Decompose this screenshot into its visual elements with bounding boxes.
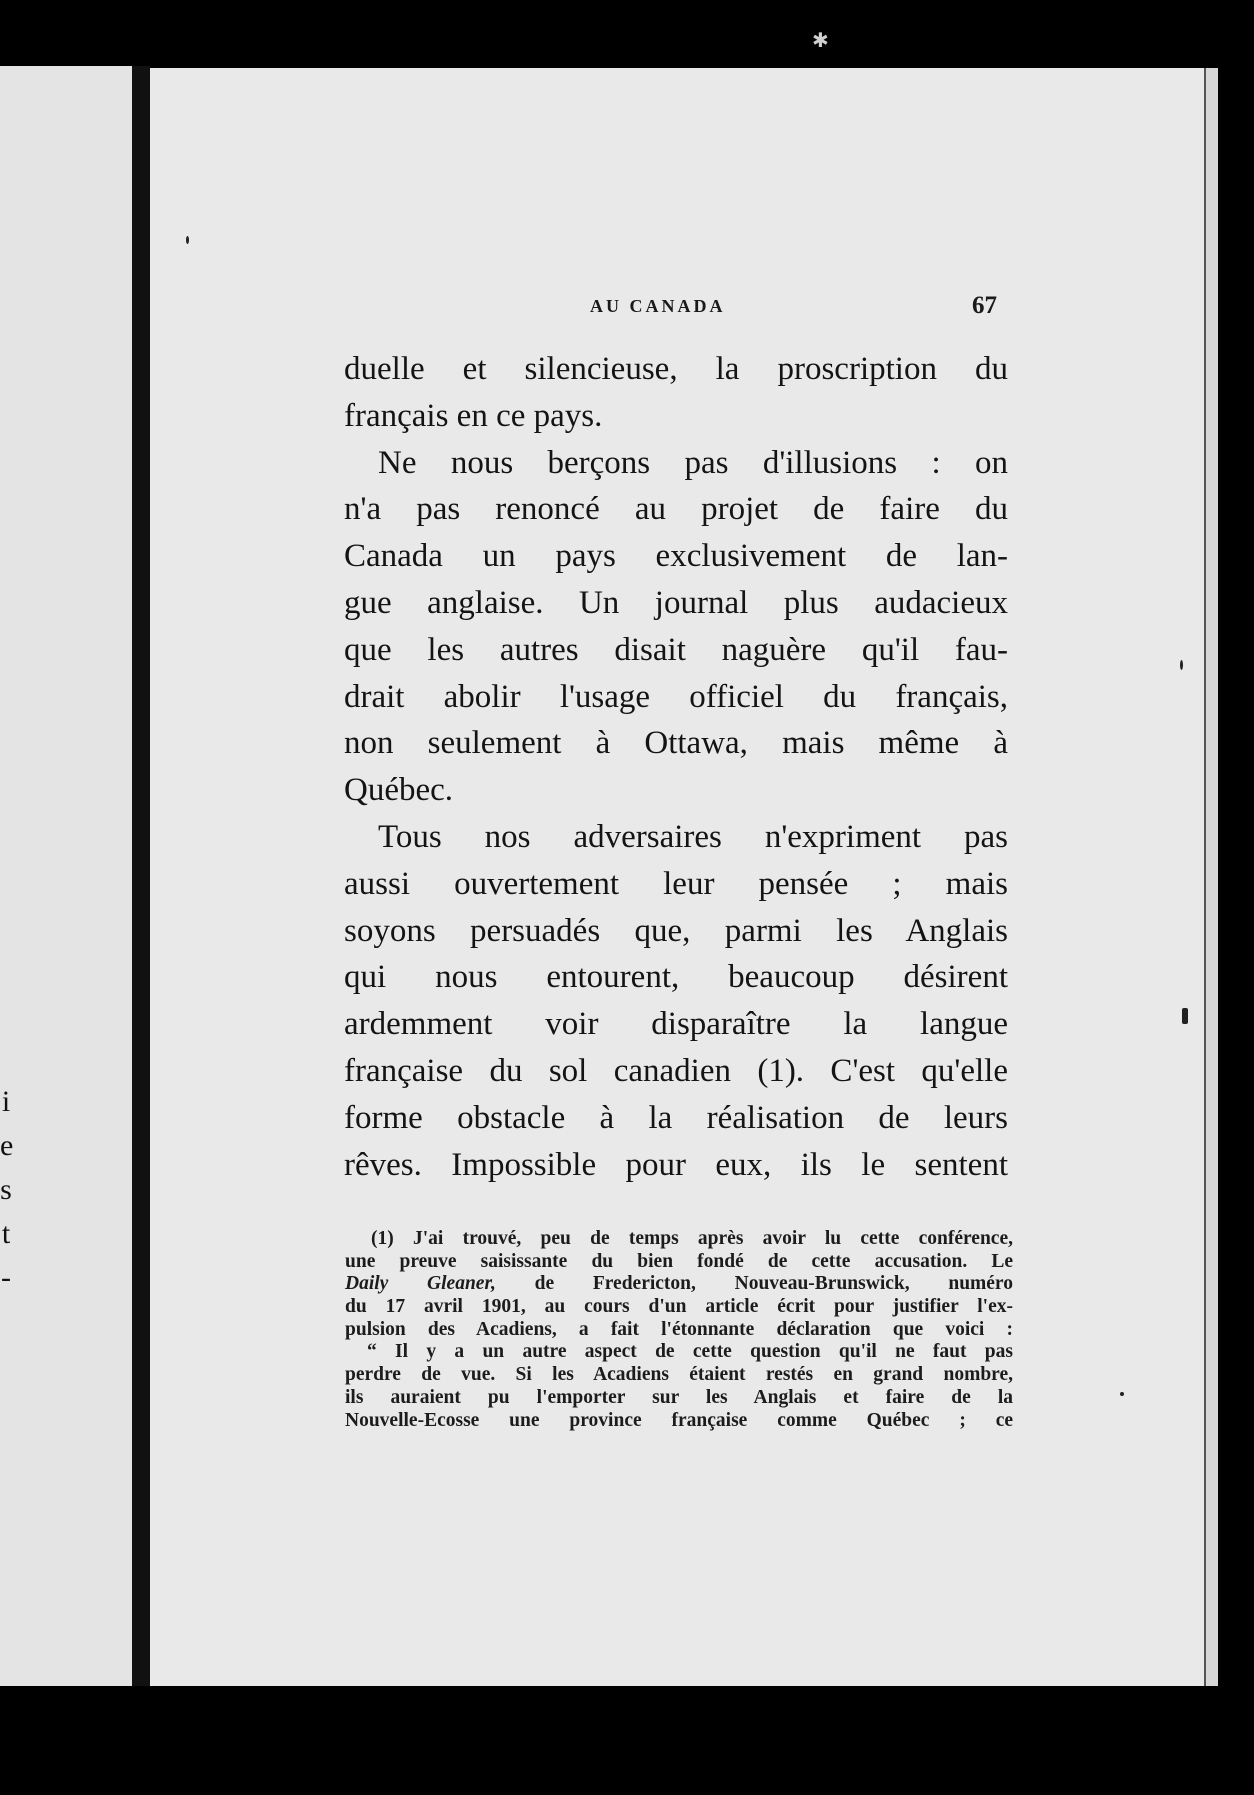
footnote-line: ils auraient pu l'emporter sur les Anglais et faire de la xyxy=(345,1386,1013,1408)
edge-letter: t xyxy=(1,1217,11,1250)
edge-letter: - xyxy=(1,1261,11,1294)
edge-letter: e xyxy=(0,1129,14,1162)
body-text xyxy=(344,346,1008,1188)
text-line: Tous nos adversaires n'expriment pas xyxy=(378,818,1008,855)
scan-speck xyxy=(1182,1008,1188,1024)
footnote-line: perdre de vue. Si les Acadiens étaient restés en grand nombre, xyxy=(345,1364,1013,1386)
page-number: 67 xyxy=(972,292,997,319)
running-title: AU CANADA xyxy=(590,296,726,316)
text-line: gue anglaise. Un journal plus audacieux xyxy=(344,584,1008,621)
adjacent-page-letters xyxy=(0,1080,12,1300)
footnote-line: une preuve saisissante du bien fondé de cette accusation. Le xyxy=(345,1250,1013,1272)
text-line: Canada un pays exclusivement de lan- xyxy=(344,538,1008,575)
scan-artifact-mark: ✱ xyxy=(812,28,829,52)
text-line: duelle et silencieuse, la proscription du xyxy=(344,351,1008,387)
text-line: n'a pas renoncé au projet de faire du xyxy=(344,491,1008,528)
text-line: rêves. Impossible pour eux, ils le sentent xyxy=(344,1146,1008,1183)
page-right-edge xyxy=(1204,68,1218,1686)
edge-letter: s xyxy=(0,1173,12,1206)
footnote-line: pulsion des Acadiens, a fait l'étonnante déclaration que voici : xyxy=(345,1318,1013,1340)
adjacent-page-edge xyxy=(0,66,132,1686)
text-line: que les autres disait naguère qu'il fau- xyxy=(344,631,1008,668)
text-line: française du sol canadien (1). C'est qu'elle xyxy=(344,1052,1008,1089)
scan-speck xyxy=(1180,660,1183,670)
book-gutter xyxy=(132,66,150,1686)
footnote-line xyxy=(345,1273,1013,1296)
newspaper-title: Daily Gleaner, xyxy=(345,1273,496,1295)
text-line: forme obstacle à la réalisation de leurs xyxy=(344,1099,1008,1136)
edge-letter: i xyxy=(1,1085,11,1118)
footnote-line: “ Il y a un autre aspect de cette question qu'il ne faut pas xyxy=(367,1341,1013,1363)
footnote-line: (1) J'ai trouvé, peu de temps après avoir lu cette conférence, xyxy=(371,1228,1013,1249)
scan-speck xyxy=(186,236,189,244)
footnote xyxy=(345,1228,1013,1432)
text-line: soyons persuadés que, parmi les Anglais xyxy=(344,912,1008,949)
text-line: Ne nous berçons pas d'illusions : on xyxy=(378,444,1008,481)
scan-speck xyxy=(1120,1392,1124,1396)
footnote-text: de Fredericton, Nouveau-Brunswick, numéro xyxy=(534,1273,1013,1295)
text-line: ardemment voir disparaître la langue xyxy=(344,1006,1008,1043)
text-line: Québec. xyxy=(344,772,454,809)
text-line: non seulement à Ottawa, mais même à xyxy=(344,725,1008,762)
text-line: français en ce pays. xyxy=(344,397,603,434)
footnote-line: du 17 avril 1901, au cours d'un article écrit pour justifier l'ex- xyxy=(345,1296,1013,1318)
text-line: drait abolir l'usage officiel du français, xyxy=(344,678,1008,715)
text-line: qui nous entourent, beaucoup désirent xyxy=(344,959,1008,996)
footnote-line: Nouvelle-Ecosse une province française comme Québec ; ce xyxy=(345,1409,1013,1431)
text-line: aussi ouvertement leur pensée ; mais xyxy=(344,865,1008,902)
running-head xyxy=(345,292,1005,330)
